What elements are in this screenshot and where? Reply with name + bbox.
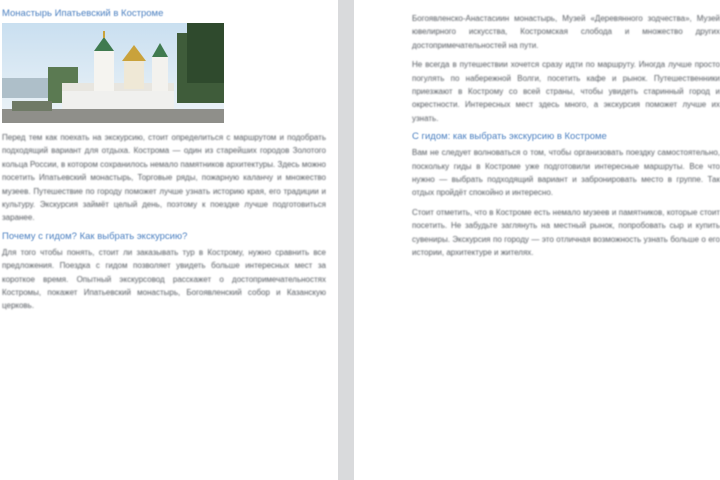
photo-caption: Монастырь Ипатьевский в Костроме: [2, 8, 164, 19]
paragraph-walk: Не всегда в путешествии хочется сразу идти по маршруту. Иногда лучше просто погулять по набережной Волги, посетить кафе и рынок. Путешественники приезжают в Кострому со всей страны, чтобы увидеть старинный город и окрестности. Интересных мест здесь много, а экскурсия поможет лучше их узнать.: [412, 60, 720, 123]
document-page-right: [354, 0, 720, 480]
paragraph-intro: Перед тем как поехать на экскурсию, стоит определиться с маршрутом и подобрать подходящий вариант для отдыха. Кострома — один из старейших городов Золотого кольца России, в котором сохранилось немало памятников архитектуры. Здесь можно посетить Ипатьевский монастырь, Торговые ряды, пожарную каланчу и множество музеев. Путешествие по городу поможет лучше узнать историю края, его традиции и культуру. Экскурсия займёт целый день, поэтому к поездке лучше подготовиться заранее.: [2, 133, 326, 223]
paragraph-attractions: Богоявленско-Анастасиин монастырь, Музей «Деревянного зодчества», Музей ювелирного искусства, Костромская слобода и множество других достопримечательностей на пути.: [412, 14, 720, 50]
monastery-photo: [2, 23, 224, 123]
document-page-left: [0, 0, 338, 480]
section-heading-choose-tour: С гидом: как выбрать экскурсию в Костроме: [412, 131, 607, 143]
section-heading-why-guide: Почему с гидом? Как выбрать экскурсию?: [2, 230, 188, 242]
paragraph-museums: Стоит отметить, что в Костроме есть немало музеев и памятников, которые стоит посетить. Не забудьте заглянуть на местный рынок, попробовать сыр и купить сувениры. Экскурсия по городу — это отличная возможность узнать больше о его истории, архитектуре и жителях.: [412, 207, 720, 258]
paragraph-choose-tour: Вам не следует волноваться о том, чтобы организовать поездку самостоятельно, поскольку гиды в Костроме уже подготовили интересные маршруты. Все что нужно — выбрать подходящий вариант и забронировать место в группе. Так отдых пройдёт спокойно и интересно.: [412, 148, 720, 198]
paragraph-why-guide: Для того чтобы понять, стоит ли заказывать тур в Кострому, нужно сравнить все предложения. Поездка с гидом позволяет увидеть больше интересных мест за короткое время. Опытный экскурсовод расскажет о достопримечательностях Костромы, покажет Ипатьевский монастырь, Богоявленский собор и Казанскую церковь.: [2, 247, 326, 311]
